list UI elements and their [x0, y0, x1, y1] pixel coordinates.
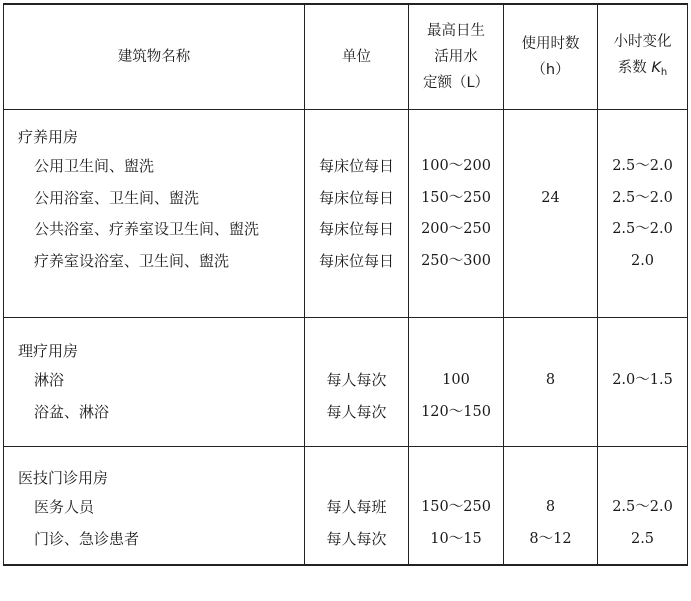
row-coef: 2.0～1.5: [612, 372, 673, 388]
row-unit: 每床位每日: [318, 251, 394, 270]
group-title: 医技门诊用房: [18, 469, 109, 487]
row-coef: [598, 397, 687, 429]
header-coefficient: [598, 4, 688, 110]
header-coef-line-2: [598, 55, 687, 86]
group-title: 理疗用房: [18, 342, 79, 360]
row-quota: 150～250: [421, 499, 491, 515]
header-coef-line-1: 小时变化: [613, 33, 672, 50]
group-quota-cell: [409, 318, 504, 447]
group-medical-outpatient: [4, 447, 688, 566]
row-quota: 120～150: [421, 403, 491, 420]
group-hours-cell: [504, 447, 598, 566]
header-quota-line-1: 最高日生: [427, 23, 485, 39]
group-coef-cell: [598, 110, 688, 318]
header-coef-symbol: K: [651, 59, 661, 76]
row-quota: 100: [442, 372, 470, 388]
group-coef-cell: [598, 447, 688, 566]
row-unit: 每床位每日: [318, 188, 394, 207]
header-coef-subscript: h: [660, 66, 668, 78]
row-coef: 2.5～2.0: [612, 189, 673, 206]
group-unit-cell: [305, 318, 409, 447]
header-quota-line-3: 定额（L）: [422, 75, 490, 91]
header-quota-line-2: 活用水: [434, 49, 478, 65]
group-unit-cell: [305, 447, 409, 566]
group-name-cell: [4, 447, 305, 566]
group-hours-cell: [504, 110, 598, 318]
row-quota: 150～250: [421, 189, 491, 206]
row-hours: 8: [545, 372, 556, 388]
group-quota-cell: [409, 110, 504, 318]
group-recuperation: [4, 110, 688, 318]
row-unit: 每人每次: [326, 529, 387, 548]
row-name: 公用卫生间、盥洗: [34, 157, 155, 175]
row-hours: 24: [541, 189, 560, 206]
row-name: 公共浴室、疗养室设卫生间、盥洗: [34, 220, 260, 238]
row-name: 淋浴: [34, 371, 65, 389]
row-unit: 每人每次: [326, 402, 387, 421]
header-building-name: 建筑物名称: [4, 4, 305, 110]
row-hours: [504, 214, 597, 246]
row-hours: [504, 397, 597, 429]
header-hours-line-2: （h）: [531, 62, 570, 78]
group-name-cell: [4, 318, 305, 447]
header-hours: [504, 4, 598, 110]
row-quota: 200～250: [421, 221, 491, 237]
group-title: 疗养用房: [18, 128, 79, 146]
group-hours-cell: [504, 318, 598, 447]
row-quota: 10～15: [430, 530, 482, 547]
row-unit: 每人每次: [326, 371, 387, 389]
row-coef: 2.5～2.0: [612, 221, 673, 237]
row-name: 浴盆、淋浴: [34, 402, 110, 421]
row-coef: 2.5～2.0: [612, 158, 673, 174]
water-quota-table: [3, 3, 688, 566]
group-name-cell: [4, 110, 305, 318]
row-quota: 250～300: [421, 252, 491, 269]
row-unit: 每床位每日: [318, 157, 394, 175]
group-quota-cell: [409, 447, 504, 566]
group-physiotherapy: [4, 318, 688, 447]
row-name: 医务人员: [34, 498, 95, 516]
header-quota: [409, 4, 504, 110]
row-hours: 8: [545, 499, 556, 515]
row-hours: 8～12: [529, 530, 572, 547]
group-unit-cell: [305, 110, 409, 318]
row-unit: 每人每班: [326, 498, 387, 516]
header-unit: 单位: [305, 4, 409, 110]
row-hours: [504, 151, 597, 183]
header-row: [4, 4, 688, 110]
row-coef: 2.5: [630, 530, 655, 547]
row-coef: 2.5～2.0: [612, 499, 673, 515]
row-name: 门诊、急诊患者: [34, 529, 140, 548]
row-unit: 每床位每日: [318, 220, 394, 238]
group-coef-cell: [598, 318, 688, 447]
row-quota: 100～200: [421, 158, 491, 174]
header-coef-label: 系数: [617, 59, 647, 76]
row-coef: 2.0: [630, 252, 655, 269]
header-hours-line-1: 使用时数: [521, 36, 580, 52]
row-name: 疗养室设浴室、卫生间、盥洗: [34, 251, 230, 270]
row-name: 公用浴室、卫生间、盥洗: [34, 188, 200, 207]
row-hours: [504, 246, 597, 278]
